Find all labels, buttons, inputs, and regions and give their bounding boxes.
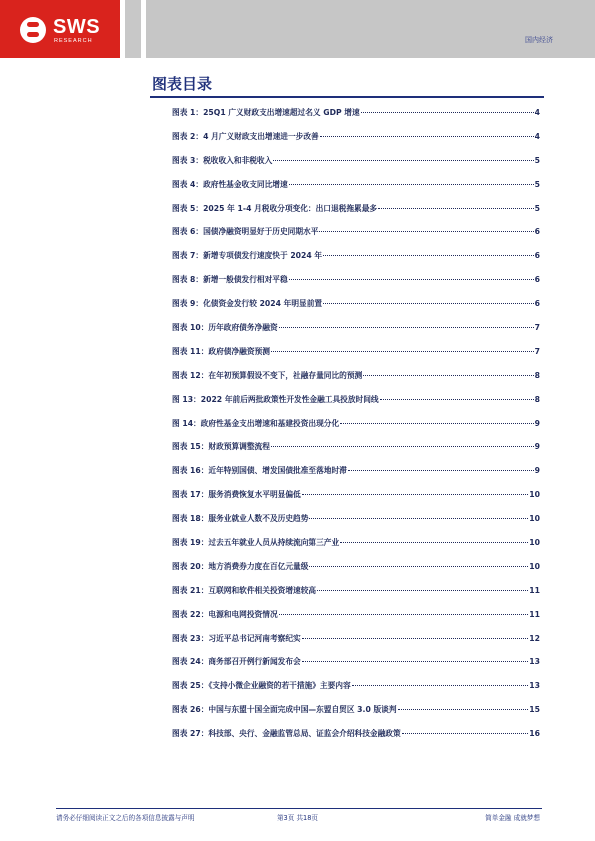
logo-text: SWS <box>53 16 101 38</box>
toc-entry-leader <box>402 732 529 734</box>
toc-entry[interactable] <box>172 704 540 728</box>
toc-entry-page: 11 <box>529 609 540 619</box>
toc-entry-page: 15 <box>529 705 540 715</box>
toc-entry[interactable] <box>172 489 540 513</box>
toc-entry-label: 图表 9：化债资金发行较 2024 年明显前置 <box>172 299 323 309</box>
toc-entry[interactable] <box>172 656 540 680</box>
toc-entry-page: 5 <box>534 179 540 189</box>
toc-entry[interactable] <box>172 250 540 274</box>
toc-entry-leader <box>320 135 534 137</box>
logo-subtext: RESEARCH <box>54 38 93 44</box>
section-tag: 国内经济 <box>525 37 553 44</box>
toc-entry[interactable] <box>172 226 540 250</box>
toc-entry-leader <box>340 541 528 543</box>
toc-entry-label: 图 13：2022 年前后两批政策性开发性金融工具投放时间线 <box>172 394 379 404</box>
footer-page-info: 第3页 共18页 <box>276 814 319 822</box>
footer-slogan: 简单金融 成就梦想 <box>485 814 540 822</box>
toc-entry-page: 4 <box>534 108 540 117</box>
toc-entry-label: 图表 25：《支持小微企业融资的若干措施》主要内容 <box>172 681 351 691</box>
toc-entry-leader <box>309 517 528 519</box>
toc-entry-leader <box>361 111 534 113</box>
toc-entry-page: 9 <box>534 418 540 428</box>
toc-entry[interactable] <box>172 203 540 227</box>
toc-entry-leader <box>319 230 533 232</box>
toc-entry-leader <box>323 254 534 256</box>
toc-entry[interactable] <box>172 370 540 394</box>
toc-entry-label: 图表 22：电源和电网投资情况 <box>172 609 278 619</box>
toc-entry-page: 8 <box>534 370 540 380</box>
toc-entry-page: 10 <box>529 490 540 500</box>
toc-entry-leader <box>271 445 534 447</box>
page-title: 图表目录 <box>152 75 213 93</box>
toc-entry-leader <box>352 684 529 686</box>
toc-entry-leader <box>302 637 529 639</box>
toc-entry[interactable] <box>172 322 540 346</box>
toc-entry[interactable] <box>172 680 540 704</box>
title-divider <box>150 96 544 98</box>
toc-entry-label: 图 14：政府性基金支出增速和基建投资出现分化 <box>172 418 340 428</box>
toc-entry-label: 图表 6：国债净融资明显好于历史同期水平 <box>172 227 319 237</box>
toc-entry[interactable] <box>172 633 540 657</box>
toc-entry-page: 8 <box>534 394 540 404</box>
toc-entry-leader <box>317 589 528 591</box>
toc-entry-page: 16 <box>529 729 540 739</box>
toc-entry-label: 图表 3：税收收入和非税收入 <box>172 155 273 165</box>
toc-entry-label: 图表 21：互联网和软件相关投资增速较高 <box>172 585 317 595</box>
toc-entry-leader <box>380 398 534 400</box>
toc-entry-page: 11 <box>529 585 540 595</box>
toc-entry[interactable] <box>172 155 540 179</box>
toc-entry[interactable] <box>172 465 540 489</box>
toc-entry-leader <box>271 350 534 352</box>
toc-entry-page: 7 <box>534 323 540 333</box>
toc-entry[interactable] <box>172 441 540 465</box>
toc-entry-page: 10 <box>529 561 540 571</box>
toc-entry-label: 图表 8：新增一般债发行相对平稳 <box>172 275 288 285</box>
toc-entry-label: 图表 2：4 月广义财政支出增速进一步改善 <box>172 131 319 141</box>
toc-entry-label: 图表 27：科技部、央行、金融监管总局、证监会介绍科技金融政策 <box>172 729 401 739</box>
toc-entry-leader <box>302 660 529 662</box>
toc-entry-page: 6 <box>534 299 540 309</box>
toc-entry-leader <box>323 302 534 304</box>
toc-entry-leader <box>363 374 533 376</box>
toc-entry-label: 图表 18：服务业就业人数不及历史趋势 <box>172 514 309 524</box>
toc-entry-label: 图表 10：历年政府债务净融资 <box>172 323 278 333</box>
toc-entry-page: 13 <box>529 681 540 691</box>
toc-entry-page: 12 <box>529 633 540 643</box>
toc-entry-leader <box>289 183 534 185</box>
toc-entry[interactable] <box>172 298 540 322</box>
toc-entry-leader <box>279 613 529 615</box>
toc-entry-leader <box>348 469 534 471</box>
toc-entry-label: 图表 15：财政预算调整流程 <box>172 442 270 452</box>
toc-entry-label: 图表 17：服务消费恢复水平明显偏低 <box>172 490 301 500</box>
toc-entry-leader <box>309 565 528 567</box>
toc-entry[interactable] <box>172 728 540 752</box>
logo-mark-icon <box>20 17 46 43</box>
toc-entry[interactable] <box>172 561 540 585</box>
toc-entry-page: 5 <box>534 203 540 213</box>
toc-entry-page: 6 <box>534 227 540 237</box>
toc-entry[interactable] <box>172 513 540 537</box>
footer-disclaimer: 请务必仔细阅读正文之后的各项信息披露与声明 <box>56 814 195 822</box>
toc-entry-leader <box>398 708 529 710</box>
footer-divider <box>56 808 542 809</box>
header-bar <box>146 0 595 58</box>
toc-entry[interactable] <box>172 179 540 203</box>
toc-entry-label: 图表 5：2025 年 1-4 月税收分项变化：出口退税拖累最多 <box>172 203 378 213</box>
toc-entry[interactable] <box>172 394 540 418</box>
toc-entry-page: 9 <box>534 466 540 476</box>
toc-list <box>172 107 540 752</box>
toc-entry-leader <box>340 422 534 424</box>
toc-entry-label: 图表 4：政府性基金收支同比增速 <box>172 179 288 189</box>
toc-entry[interactable] <box>172 274 540 298</box>
toc-entry-label: 图表 12：在年初预算假设不变下，社融存量同比的预测 <box>172 370 363 380</box>
toc-entry[interactable] <box>172 537 540 561</box>
toc-entry[interactable] <box>172 107 540 131</box>
toc-entry-leader <box>279 326 534 328</box>
toc-entry-page: 6 <box>534 251 540 261</box>
toc-entry-label: 图表 7：新增专项债发行速度快于 2024 年 <box>172 251 323 261</box>
toc-entry[interactable] <box>172 418 540 442</box>
toc-entry-leader <box>289 278 534 280</box>
toc-entry-page: 10 <box>529 514 540 524</box>
toc-entry-page: 9 <box>534 442 540 452</box>
toc-entry-label: 图表 1：25Q1 广义财政支出增速超过名义 GDP 增速 <box>172 108 360 117</box>
toc-entry-label: 图表 23：习近平总书记河南考察纪实 <box>172 633 301 643</box>
toc-entry-page: 5 <box>534 155 540 165</box>
toc-entry[interactable] <box>172 585 540 609</box>
toc-entry-leader <box>273 159 533 161</box>
toc-entry-label: 图表 26：中国与东盟十国全面完成中国—东盟自贸区 3.0 版谈判 <box>172 705 397 715</box>
toc-entry-label: 图表 16：近年特别国债、增发国债批准至落地时滞 <box>172 466 347 476</box>
toc-entry-label: 图表 11：政府债净融资预测 <box>172 346 270 356</box>
toc-entry-label: 图表 19：过去五年就业人员从持续流向第三产业 <box>172 538 340 548</box>
toc-entry[interactable] <box>172 131 540 155</box>
toc-entry-page: 4 <box>534 131 540 141</box>
header-accent-block <box>125 0 141 58</box>
logo <box>0 0 120 58</box>
toc-entry-page: 10 <box>529 538 540 548</box>
toc-entry-page: 7 <box>534 346 540 356</box>
toc-entry[interactable] <box>172 346 540 370</box>
toc-entry-label: 图表 20：地方消费券力度在百亿元量级 <box>172 561 309 571</box>
toc-entry-label: 图表 24：商务部召开例行新闻发布会 <box>172 657 301 667</box>
toc-entry[interactable] <box>172 609 540 633</box>
toc-entry-leader <box>302 493 529 495</box>
toc-entry-page: 13 <box>529 657 540 667</box>
toc-entry-leader <box>378 207 534 209</box>
toc-entry-page: 6 <box>534 275 540 285</box>
